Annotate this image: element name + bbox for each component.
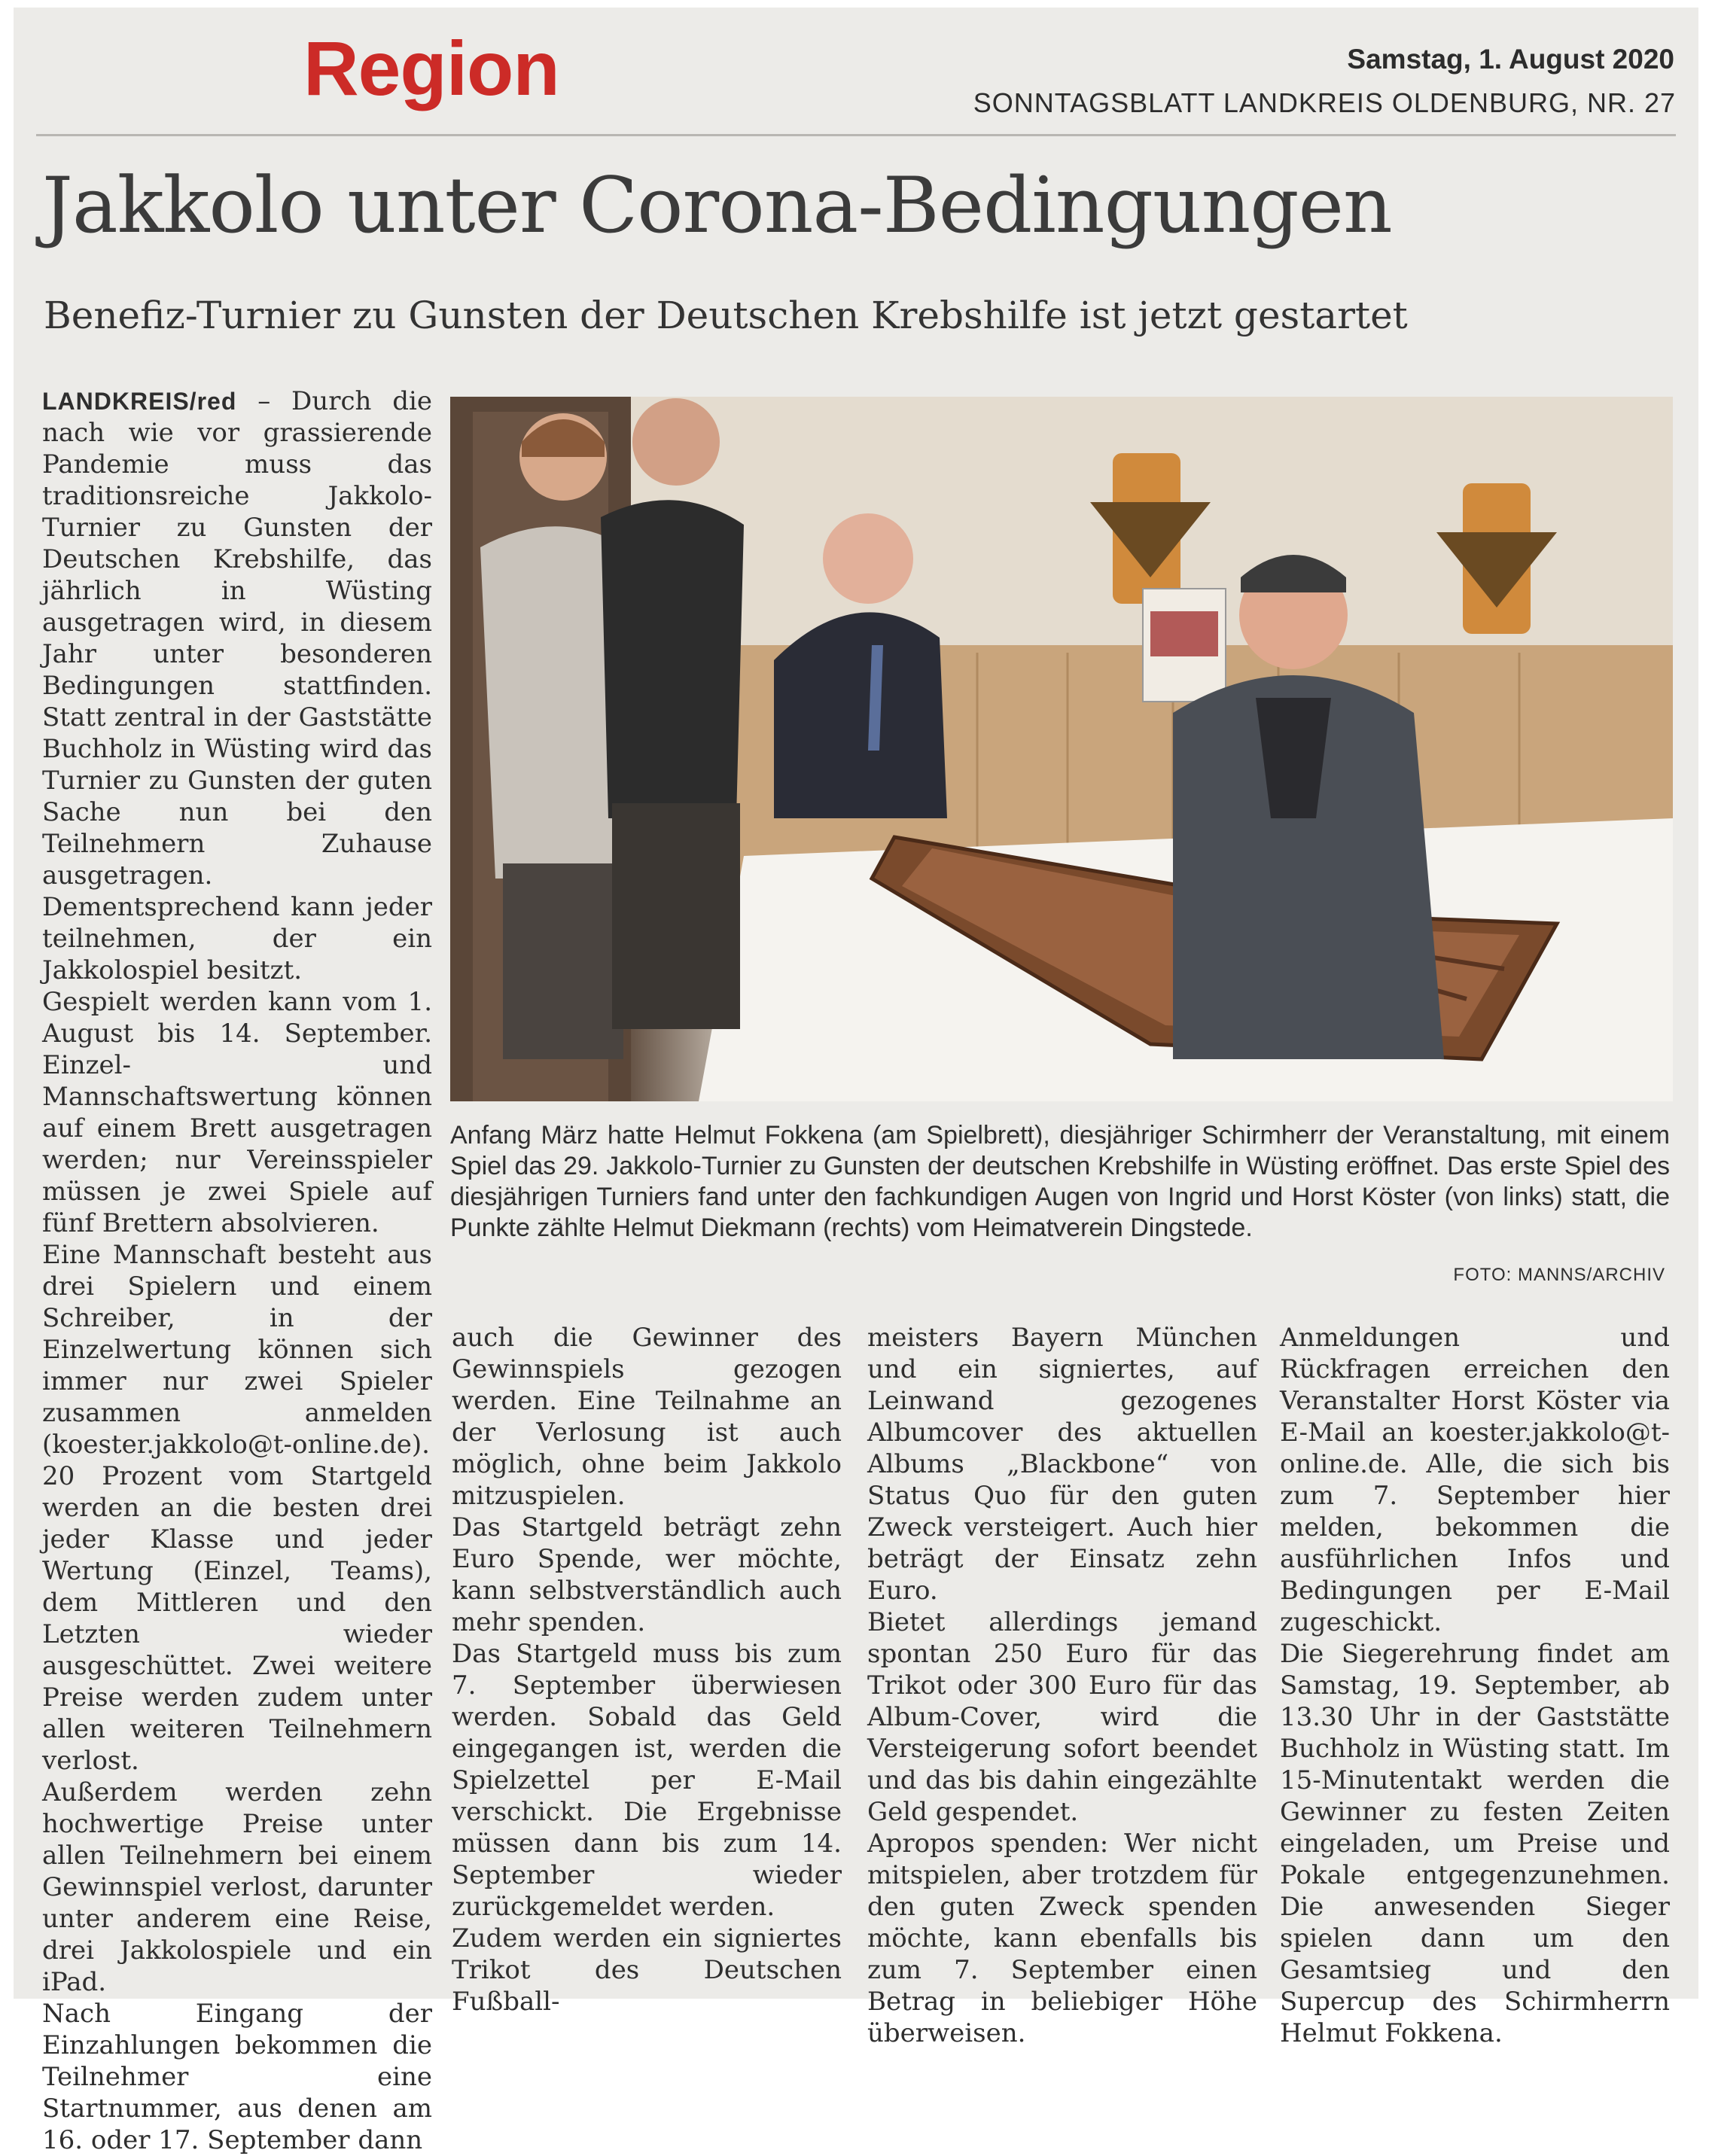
paragraph-3: Eine Mannschaft besteht aus drei Spielern und einem Schreiber, in der Einzelwertung können sich immer nur zwei Spieler zusammen anmelden (koester.jakkolo@t-online.de). [42, 1240, 432, 1460]
article-column-4 [1280, 1322, 1670, 2048]
paragraph-8: Das Startgeld beträgt zehn Euro Spende, wer möchte, kann selbstverständlich auch mehr spenden. [452, 1512, 842, 1637]
section-label: Region [303, 26, 559, 111]
article-photo [450, 397, 1673, 1101]
paragraph-7: auch die Gewinner des Gewinnspiels gezogen werden. Eine Teilnahme an der Verlosung ist auch möglich, ohne beim Jakkolo mitzuspielen. [452, 1323, 842, 1511]
header-rule [36, 134, 1676, 136]
paragraph-11: meisters Bayern München und ein signiertes, auf Leinwand gezogenes Albumcover des aktuellen Albums „Blackbone“ von Status Quo für den guten Zweck versteigert. Auch hier beträgt der Einsatz zehn Euro. [867, 1323, 1257, 1606]
paragraph-9: Das Startgeld muss bis zum 7. September überwiesen werden. Sobald das Geld eingegangen ist, werden die Spielzettel per E-Mail verschickt. Die Ergebnisse müssen dann bis zum 14. September wieder zurückgemeldet werden. [452, 1639, 842, 1922]
headline: Jakkolo unter Corona-Bedingungen [42, 161, 1392, 251]
publication-name: SONNTAGSBLATT LANDKREIS OLDENBURG, NR. 27 [973, 87, 1676, 118]
article-column-2 [452, 1322, 842, 2017]
paragraph-15: Die Siegerehrung findet am Samstag, 19. September, ab 13.30 Uhr in der Gaststätte Buchholz in Wüsting statt. Im 15-Minutentakt werden die Gewinner zu festen Zeiten eingeladen, um Preise und Pokale entgegenzunehmen. Die anwesenden Sieger spielen dann um den Gesamtsieg und den Supercup des Schirmherrn Helmut Fokkena. [1280, 1639, 1670, 2048]
photo-credit: FOTO: MANNS/ARCHIV [1453, 1265, 1665, 1285]
paragraph-14: Anmeldungen und Rückfragen erreichen den Veranstalter Horst Köster via E-Mail an koester.jakkolo@t-online.de. Alle, die sich bis zum 7. September hier melden, bekommen die ausführlichen Infos und Bedingungen per E-Mail zugeschickt. [1280, 1323, 1670, 1637]
paragraph-10: Zudem werden ein signiertes Trikot des Deutschen Fußball- [452, 1923, 842, 2017]
photo-caption: Anfang März hatte Helmut Fokkena (am Spielbrett), diesjähriger Schirmherr der Veranstaltung, mit einem Spiel das 29. Jakkolo-Turnier zu Gunsten der deutschen Krebshilfe in Wüsting eröffnet. Das erste Spiel des diesjährigen Turniers fand unter den fachkundigen Augen von Ingrid und Horst Köster (von links) statt, die Punkte zählte Helmut Diekmann (rechts) vom Heimatverein Dingstede. [450, 1121, 1670, 1242]
issue-date: Samstag, 1. August 2020 [1347, 44, 1674, 75]
paragraph-1: LANDKREIS/red – Durch die nach wie vor grassierende Pandemie muss das traditionsreiche Jakkolo-Turnier zu Gunsten der Deutschen Krebshilfe, das jährlich in Wüsting ausgetragen wird, in diesem Jahr unter besonderen Bedingungen stattfinden. Statt zentral in der Gaststätte Buchholz in Wüsting wird das Turnier zu Gunsten der guten Sache nun bei den Teilnehmern Zuhause ausgetragen. Dementsprechend kann jeder teilnehmen, der ein Jakkolospiel besitzt. [42, 386, 432, 985]
paragraph-6: Nach Eingang der Einzahlungen bekommen die Teilnehmer eine Startnummer, aus denen am 16. oder 17. September dann [42, 1999, 432, 2155]
paragraph-2: Gespielt werden kann vom 1. August bis 14. September. Einzel- und Mannschaftswertung können auf einem Brett ausgetragen werden; nur Vereinsspieler müssen je zwei Spiele auf fünf Brettern absolvieren. [42, 987, 432, 1238]
subheadline: Benefiz-Turnier zu Gunsten der Deutschen Krebshilfe ist jetzt gestartet [44, 294, 1408, 337]
paragraph-5: Außerdem werden zehn hochwertige Preise unter allen Teilnehmern bei einem Gewinnspiel verlost, darunter unter anderem eine Reise, drei Jakkolospiele und ein iPad. [42, 1777, 432, 1997]
paragraph-12: Bietet allerdings jemand spontan 250 Euro für das Trikot oder 300 Euro für das Album-Cover, wird die Versteigerung sofort beendet und das bis dahin eingezählte Geld gespendet. [867, 1607, 1257, 1827]
article-column-1 [42, 385, 432, 2155]
paragraph-13: Apropos spenden: Wer nicht mitspielen, aber trotzdem für den guten Zweck spenden möchte, kann ebenfalls bis zum 7. September einen Betrag in beliebiger Höhe überweisen. [867, 1829, 1257, 2048]
dateline: LANDKREIS/red [42, 388, 237, 415]
article-column-3 [867, 1322, 1257, 2048]
paragraph-4: 20 Prozent vom Startgeld werden an die besten drei jeder Klasse und jeder Wertung (Einzel, Teams), dem Mittleren und den Letzten wieder ausgeschüttet. Zwei weitere Preise werden zudem unter allen weiteren Teilnehmern verlost. [42, 1461, 432, 1776]
